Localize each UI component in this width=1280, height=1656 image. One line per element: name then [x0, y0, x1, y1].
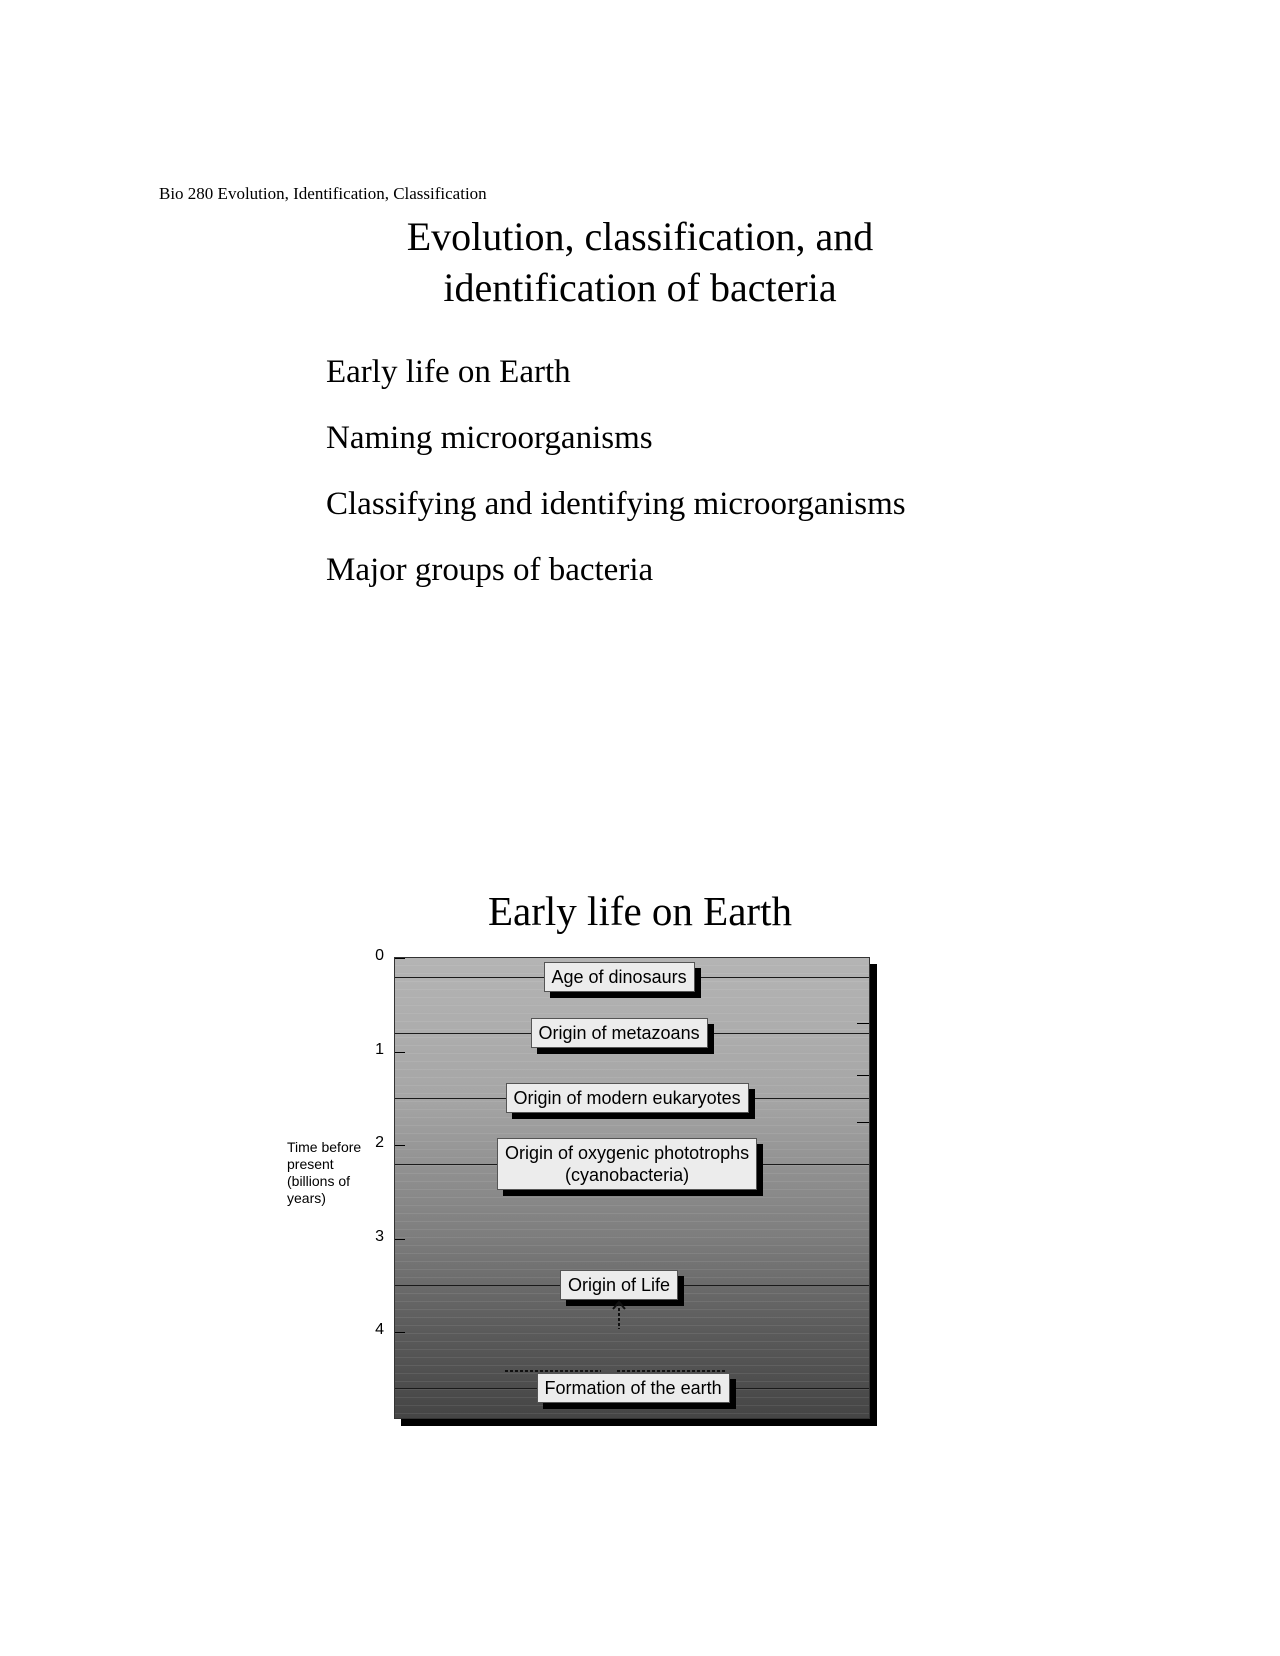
- document-header: Bio 280 Evolution, Identification, Classification: [159, 184, 487, 203]
- y-axis-label-line: years): [287, 1190, 326, 1206]
- event-label: [537, 1373, 730, 1403]
- outline-item: Classifying and identifying microorganisms: [326, 486, 906, 522]
- y-tick-label: 1: [375, 1040, 384, 1058]
- page-title-line-2: identification of bacteria: [443, 265, 837, 310]
- y-axis-label-line: Time before: [287, 1139, 362, 1155]
- y-tick-label: 4: [375, 1321, 384, 1338]
- topic-outline: [326, 350, 906, 614]
- event-label-text: Age of dinosaurs: [551, 966, 687, 987]
- event-label-text: Formation of the earth: [544, 1378, 722, 1399]
- y-tick-mark: [395, 1052, 405, 1053]
- y-tick-label: 0: [375, 947, 384, 964]
- y-axis-label-line: present: [287, 1156, 334, 1172]
- dashed-marker: [505, 1370, 601, 1372]
- y-tick-label: 2: [375, 1134, 384, 1151]
- event-label: [497, 1138, 757, 1190]
- page-title: [0, 211, 1280, 313]
- right-tick-mark: [857, 1075, 869, 1076]
- outline-item: Naming microorganisms: [326, 420, 653, 456]
- dashed-marker: [617, 1370, 725, 1372]
- right-tick-mark: [857, 1023, 869, 1024]
- event-label-text: Origin of oxygenic phototrophs: [505, 1142, 750, 1163]
- timeline-panel: [394, 957, 870, 1419]
- event-label: [544, 962, 695, 992]
- outline-item: Early life on Earth: [326, 354, 571, 390]
- y-tick-label: 3: [375, 1227, 384, 1245]
- outline-item: Major groups of bacteria: [326, 552, 654, 588]
- event-label: [506, 1083, 749, 1113]
- event-label: [560, 1270, 678, 1300]
- y-axis-label-line: (billions of: [287, 1173, 351, 1189]
- y-tick-mark: [395, 958, 405, 959]
- event-label-text: Origin of Life: [568, 1275, 671, 1296]
- y-tick-mark: [395, 1145, 405, 1146]
- upward-arrow-icon: [609, 1299, 629, 1329]
- slide-title: Early life on Earth: [488, 888, 792, 934]
- event-label-text: Origin of modern eukaryotes: [513, 1088, 741, 1109]
- page-title-line-1: Evolution, classification, and: [406, 214, 874, 259]
- y-tick-mark: [395, 1239, 405, 1240]
- right-tick-mark: [857, 1122, 869, 1123]
- event-label-text: (cyanobacteria): [565, 1164, 690, 1185]
- event-label: [531, 1018, 708, 1048]
- y-tick-mark: [395, 1332, 405, 1333]
- event-label-text: Origin of metazoans: [538, 1022, 700, 1043]
